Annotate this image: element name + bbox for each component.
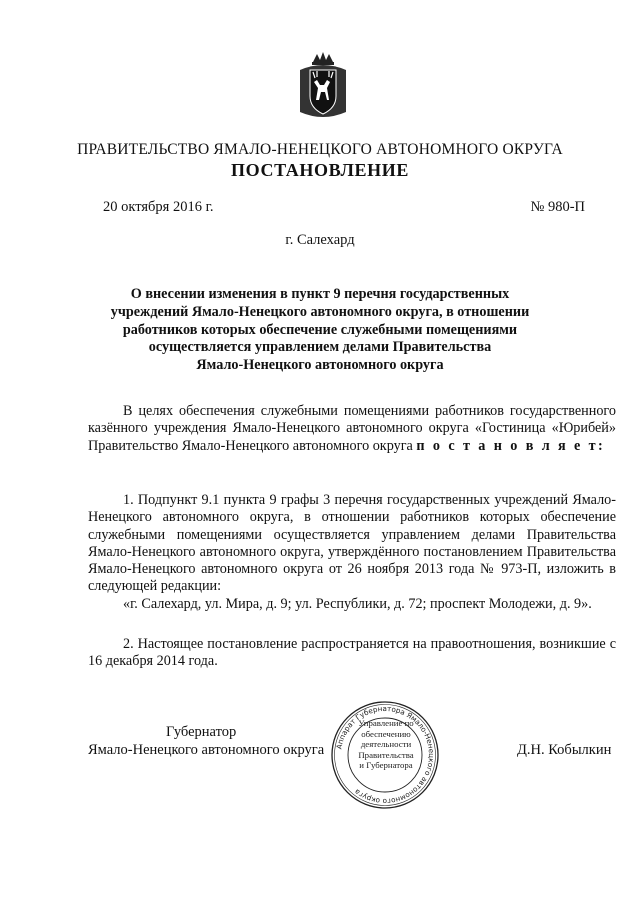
stamp-ring-text: Аппарат Губернатора Ямало-Ненецкого автономного округа	[334, 703, 437, 807]
signature-name: Д.Н. Кобылкин	[517, 742, 612, 758]
item-1-paragraph	[88, 492, 616, 613]
subject-line: работников которых обеспечение служебными помещениями	[122, 321, 518, 338]
preamble-paragraph	[88, 403, 616, 455]
stamp-line: Управление по	[358, 718, 414, 728]
stamp-line: деятельности	[360, 739, 412, 750]
item-1-quote: «г. Салехард, ул. Мира, д. 9; ул. Республики, д. 72; проспект Молодежи, д. 9».	[123, 595, 592, 612]
item-2-paragraph: 2. Настоящее постановление распространяется на правоотношения, возникшие с 16 декабря 2014 года.	[88, 636, 616, 670]
document-subject	[100, 286, 540, 375]
document-city: г. Салехард	[285, 232, 355, 248]
subject-line: О внесении изменения в пункт 9 перечня государственных	[130, 286, 510, 302]
document-type: ПОСТАНОВЛЕНИЕ	[231, 160, 409, 180]
decree-word: п о с т а н о в л я е т:	[416, 437, 606, 454]
stamp-line: обеспечению	[361, 728, 411, 739]
preamble-text: В целях обеспечения служебными помещениями работников государственного казённого учреждения Ямало-Ненецкого автономного округа «Гостиница «Юрибей» Правительство Ямало-Ненецкого автономного округа	[88, 403, 616, 454]
stamp-line: Правительства	[358, 749, 414, 760]
stamp-center-text	[352, 718, 420, 771]
government-title: ПРАВИТЕЛЬСТВО ЯМАЛО-НЕНЕЦКОГО АВТОНОМНОГО ОКРУГА	[77, 141, 563, 158]
coat-of-arms-icon	[296, 52, 350, 122]
stamp-line: и Губернатора	[359, 760, 413, 771]
document-number: № 980-П	[530, 199, 585, 215]
signature-region: Ямало-Ненецкого автономного округа	[88, 742, 325, 758]
document-date: 20 октября 2016 г.	[103, 199, 214, 215]
subject-line: Ямало-Ненецкого автономного округа	[196, 357, 444, 374]
subject-line: осуществляется управлением делами Правительства	[148, 339, 492, 356]
signature-position: Губернатор	[166, 724, 237, 740]
subject-line: учреждений Ямало-Ненецкого автономного округа, в отношении	[110, 303, 530, 320]
item-1-text: 1. Подпункт 9.1 пункта 9 графы 3 перечня государственных учреждений Ямало-Ненецкого автономного округа, в отношении работников которых обеспечение служебными помещениями осуществляется управлением делами Правительства Ямало-Ненецкого автономного округа, утверждённого постановлением Правительства Ямало-Ненецкого автономного округа от 26 ноября 2013 года № 973-П, изложить в следующей редакции:	[88, 492, 616, 595]
